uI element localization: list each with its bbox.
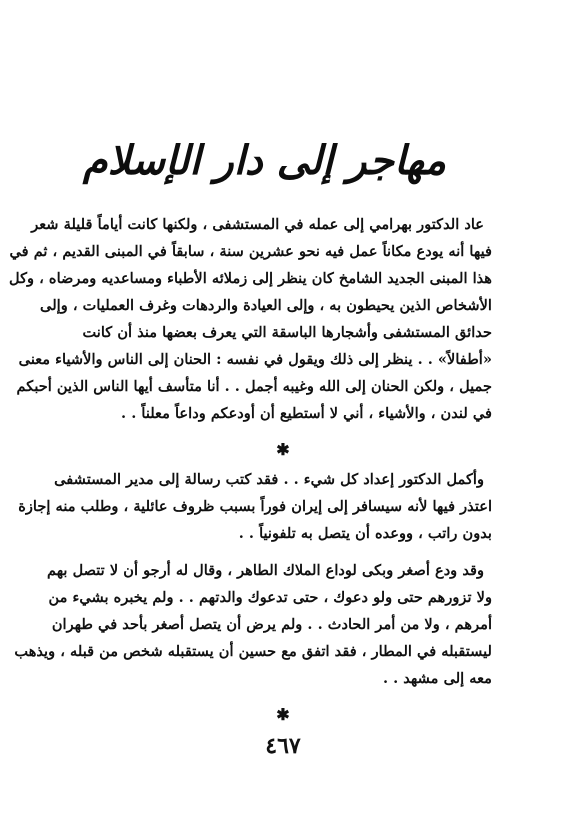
- text-line: فيها أنه يودع مكاناً عمل فيه نحو عشرين سنة ، سابقاً في المبنى القديم ، ثم في: [9, 243, 492, 260]
- chapter-title: مهاجر إلى دار الإسلام: [82, 137, 446, 184]
- text-line: هذا المبنى الجديد الشامخ كان ينظر إلى زملائه الأطباء ومساعديه ومرضاه ، وكل: [9, 270, 492, 287]
- text-line: جميل ، ولكن الحنان إلى الله وغيبه أجمل . . أنا متأسف أيها الناس الذين أحبكم: [16, 378, 492, 395]
- page-number: ٤٦٧: [265, 733, 301, 759]
- text-line: «أطفالاً» . . ينظر إلى ذلك ويقول في نفسه : الحنان إلى الناس والأشياء معنى: [18, 351, 492, 368]
- text-line: ليستقبله في المطار ، فقد اتفق مع حسين أن يستقبله شخص من قبله ، ويذهب: [14, 643, 492, 660]
- section-separator: ✱: [276, 705, 290, 724]
- text-line: وقد ودع أصغر وبكى لوداع الملاك الطاهر ، وقال له أرجو أن لا تتصل بهم: [46, 562, 484, 579]
- text-line: وأكمل الدكتور إعداد كل شيء . . فقد كتب رسالة إلى مدير المستشفى: [54, 471, 484, 488]
- text-line: حدائق المستشفى وأشجارها الباسقة التي يعرف بعضها منذ أن كانت: [82, 324, 492, 341]
- text-line: ولا تزورهم حتى ولو دعوك ، حتى تدعوك والدتهم . . ولم يخبره بشيء من: [48, 589, 492, 606]
- text-line: أمرهم ، ولا من أمر الحادث . . ولم يرض أن يتصل أصغر بأحد في طهران: [51, 616, 492, 633]
- text-line: في لندن ، والأشياء ، أني لا أستطيع أن أودعكم وداعاً معلناً . .: [121, 405, 492, 422]
- text-line: بدون راتب ، ووعده أن يتصل به تلفونياً . .: [238, 525, 492, 542]
- text-line: اعتذر فيها لأنه سيسافر إلى إيران فوراً بسبب ظروف عائلية ، وطلب منه إجازة: [18, 498, 492, 515]
- text-line: معه إلى مشهد . .: [382, 670, 492, 687]
- text-line: عاد الدكتور بهرامي إلى عمله في المستشفى ، ولكنها كانت أياماً قليلة شعر: [31, 216, 484, 233]
- text-line: الأشخاص الذين يحيطون به ، وإلى العيادة والردهات وغرف العمليات ، وإلى: [40, 297, 492, 314]
- section-separator: ✱: [276, 440, 290, 459]
